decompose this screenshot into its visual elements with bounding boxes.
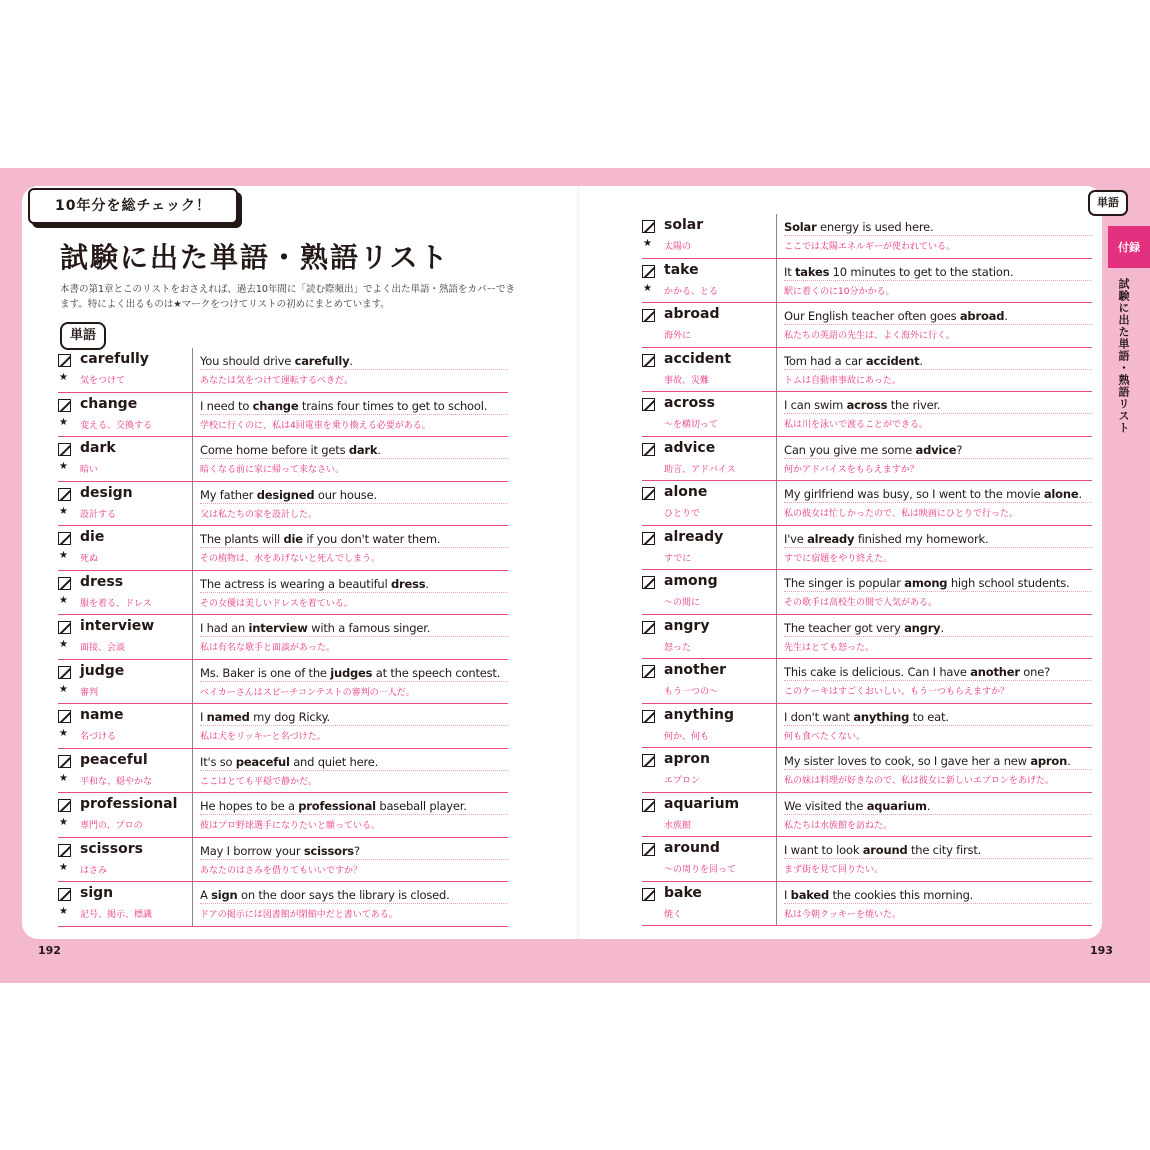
page-number-left: 192 bbox=[38, 944, 61, 957]
vocab-row bbox=[642, 570, 1092, 615]
star-icon: ★ bbox=[59, 550, 68, 561]
example-translation: 先生はとても怒った。 bbox=[784, 642, 875, 653]
example-translation: 暗くなる前に家に帰って来なさい。 bbox=[200, 465, 345, 475]
vocab-word: carefully bbox=[80, 351, 149, 367]
example-sentence: My sister loves to cook, so I gave her a new apron. bbox=[784, 754, 1071, 768]
word-meaning: はさみ bbox=[80, 865, 108, 876]
example-translation: 父は私たちの家を設計した。 bbox=[200, 509, 318, 520]
example-translation: このケーキはすごくおいしい。もう一つもらえますか？ bbox=[784, 687, 1010, 697]
star-icon: ★ bbox=[643, 238, 652, 249]
word-meaning: 暗い bbox=[80, 465, 99, 475]
column-divider bbox=[776, 392, 777, 436]
word-meaning: すでに bbox=[664, 553, 692, 564]
column-divider bbox=[776, 214, 777, 258]
word-meaning: 事故、災難 bbox=[664, 375, 710, 386]
vocab-word: apron bbox=[664, 751, 710, 767]
vocab-row bbox=[642, 348, 1092, 393]
side-tab: 付録 bbox=[1108, 226, 1150, 268]
checkbox-icon[interactable] bbox=[642, 754, 655, 767]
checkbox-icon[interactable] bbox=[642, 309, 655, 322]
example-translation: 何かアドバイスをもらえますか？ bbox=[784, 464, 919, 475]
column-divider bbox=[776, 615, 777, 659]
vocab-row bbox=[642, 303, 1092, 348]
star-icon: ★ bbox=[59, 728, 68, 739]
checkbox-icon[interactable] bbox=[58, 354, 71, 367]
vocab-row bbox=[642, 259, 1092, 304]
checkbox-icon[interactable] bbox=[642, 621, 655, 634]
vocab-word: aquarium bbox=[664, 795, 740, 812]
example-translation: 学校に行くのに、私は4回電車を乗り換える必要がある。 bbox=[200, 420, 431, 431]
vocab-word: change bbox=[80, 395, 138, 412]
checkbox-icon[interactable] bbox=[58, 488, 71, 501]
checkbox-icon[interactable] bbox=[58, 399, 71, 412]
example-translation: 私たちは水族館を訪ねた。 bbox=[784, 820, 893, 831]
vocab-word: angry bbox=[664, 617, 710, 634]
checkbox-icon[interactable] bbox=[642, 799, 655, 812]
vocab-row bbox=[58, 749, 508, 794]
dotted-divider bbox=[784, 502, 1092, 503]
column-divider bbox=[776, 303, 777, 347]
example-sentence: This cake is delicious. Can I have another one? bbox=[784, 665, 1050, 679]
corner-tag: 単語 bbox=[1088, 190, 1128, 216]
word-meaning: ～の周りを回って bbox=[664, 865, 737, 875]
vocab-row bbox=[58, 882, 508, 927]
dotted-divider bbox=[200, 636, 508, 637]
word-meaning: もう一つの～ bbox=[664, 687, 719, 697]
star-icon: ★ bbox=[59, 906, 68, 917]
vocab-word: name bbox=[80, 707, 124, 723]
vocab-word: another bbox=[664, 662, 727, 678]
example-sentence: I don't want anything to eat. bbox=[784, 709, 949, 724]
word-meaning: 何か、何も bbox=[664, 731, 710, 742]
vocab-row bbox=[58, 348, 508, 393]
vocab-word: accident bbox=[664, 350, 732, 367]
dotted-divider bbox=[200, 547, 508, 548]
vocab-row bbox=[642, 659, 1092, 704]
column-divider bbox=[192, 660, 193, 704]
column-divider bbox=[192, 526, 193, 570]
dotted-divider bbox=[200, 770, 508, 771]
dotted-divider bbox=[784, 814, 1092, 815]
vocab-word: take bbox=[664, 261, 699, 278]
vocab-word: judge bbox=[80, 662, 125, 679]
vocab-row bbox=[58, 526, 508, 571]
example-sentence: A sign on the door says the library is closed. bbox=[200, 888, 450, 902]
column-divider bbox=[776, 659, 777, 703]
word-meaning: 平和な、穏やかな bbox=[80, 776, 153, 787]
star-icon: ★ bbox=[59, 416, 68, 428]
column-divider bbox=[192, 838, 193, 882]
vocab-row bbox=[642, 214, 1092, 259]
example-sentence: The plants will die if you don't water them. bbox=[200, 532, 441, 546]
example-sentence: May I borrow your scissors? bbox=[200, 843, 360, 858]
example-translation: 私は今朝クッキーを焼いた。 bbox=[784, 909, 902, 920]
vocab-word: anything bbox=[664, 706, 734, 723]
vocab-word: design bbox=[80, 484, 133, 501]
example-sentence: My girlfriend was busy, so I went to the movie alone. bbox=[784, 487, 1082, 501]
example-translation: 彼はプロ野球選手になりたいと願っている。 bbox=[200, 821, 381, 831]
column-divider bbox=[776, 526, 777, 570]
dotted-divider bbox=[784, 547, 1092, 548]
dotted-divider bbox=[784, 858, 1092, 859]
word-meaning: 専門の、プロの bbox=[80, 821, 143, 831]
column-divider bbox=[776, 837, 777, 881]
intro-text: 本書の第1章とこのリストをおさえれば、過去10年間に「読む際頻出」でよく出た単語・熟語をカバーできます。特によく出るものは★マークをつけてリストの初めにまとめています。 bbox=[60, 284, 515, 310]
column-divider bbox=[192, 393, 193, 437]
checkbox-icon[interactable] bbox=[642, 354, 655, 367]
column-divider bbox=[776, 882, 777, 926]
example-sentence: He hopes to be a professional baseball player. bbox=[200, 799, 467, 813]
dotted-divider bbox=[784, 680, 1092, 681]
checkbox-icon[interactable] bbox=[642, 665, 655, 678]
checkbox-icon[interactable] bbox=[58, 577, 71, 590]
checkbox-icon[interactable] bbox=[642, 487, 655, 500]
word-meaning: 記号、掲示、標識 bbox=[80, 910, 153, 920]
word-list-left bbox=[58, 348, 508, 927]
dotted-divider bbox=[784, 413, 1092, 414]
column-divider bbox=[192, 482, 193, 526]
vocab-row bbox=[642, 882, 1092, 927]
example-translation: その植物は、水をあげないと死んでしまう。 bbox=[200, 554, 381, 564]
example-sentence: It's so peaceful and quiet here. bbox=[200, 754, 379, 769]
word-meaning: 面接、会談 bbox=[80, 643, 126, 653]
checkbox-icon[interactable] bbox=[58, 710, 71, 723]
example-sentence: My father designed our house. bbox=[200, 487, 377, 502]
word-meaning: かかる、とる bbox=[664, 286, 719, 297]
page-number-right: 193 bbox=[1090, 944, 1113, 957]
checkbox-icon[interactable] bbox=[58, 532, 71, 545]
word-meaning: 気をつけて bbox=[80, 376, 126, 386]
example-translation: その女優は美しいドレスを着ている。 bbox=[200, 598, 353, 609]
vocab-word: bake bbox=[664, 884, 702, 901]
vocab-word: scissors bbox=[80, 840, 143, 857]
dotted-divider bbox=[784, 235, 1092, 236]
column-divider bbox=[776, 704, 777, 748]
dotted-divider bbox=[784, 458, 1092, 459]
example-sentence: It takes 10 minutes to get to the station. bbox=[784, 264, 1014, 279]
column-divider bbox=[776, 570, 777, 614]
example-sentence: I need to change trains four times to get to school. bbox=[200, 398, 488, 413]
page-title: 試験に出た単語・熟語リスト bbox=[60, 241, 450, 274]
vocab-row bbox=[58, 704, 508, 749]
star-icon: ★ bbox=[59, 772, 68, 784]
star-icon: ★ bbox=[59, 683, 68, 695]
star-icon: ★ bbox=[59, 861, 68, 873]
example-sentence: I had an interview with a famous singer. bbox=[200, 621, 431, 635]
example-sentence: I want to look around the city first. bbox=[784, 843, 982, 857]
star-icon: ★ bbox=[59, 372, 68, 383]
checkbox-icon[interactable] bbox=[642, 843, 655, 856]
word-meaning: 海外に bbox=[664, 331, 692, 341]
vocab-row bbox=[58, 615, 508, 660]
column-divider bbox=[192, 571, 193, 615]
star-icon: ★ bbox=[59, 594, 68, 606]
vocab-row bbox=[642, 837, 1092, 882]
word-meaning: ～を横切って bbox=[664, 420, 719, 430]
star-icon: ★ bbox=[59, 639, 68, 650]
column-divider bbox=[776, 481, 777, 525]
vocab-row bbox=[642, 392, 1092, 437]
vocab-word: across bbox=[664, 395, 715, 411]
checkbox-icon[interactable] bbox=[58, 443, 71, 456]
section-label: 単語 bbox=[60, 322, 106, 350]
word-meaning: 怒った bbox=[664, 642, 692, 653]
vocab-row bbox=[58, 571, 508, 616]
example-sentence: Can you give me some advice? bbox=[784, 442, 963, 457]
vocab-row bbox=[58, 660, 508, 705]
dotted-divider bbox=[784, 903, 1092, 904]
example-sentence: You should drive carefully. bbox=[200, 354, 353, 368]
dotted-divider bbox=[200, 503, 508, 504]
example-sentence: We visited the aquarium. bbox=[784, 798, 931, 813]
column-divider bbox=[192, 749, 193, 793]
example-translation: ここでは太陽エネルギーが使われている。 bbox=[784, 242, 956, 252]
column-divider bbox=[776, 348, 777, 392]
example-translation: あなたは気をつけて運転するべきだ。 bbox=[200, 376, 354, 386]
vocab-word: alone bbox=[664, 484, 708, 500]
word-meaning: 設計する bbox=[80, 509, 117, 520]
vocab-row bbox=[58, 393, 508, 438]
dotted-divider bbox=[784, 769, 1092, 770]
vocab-row bbox=[642, 526, 1092, 571]
example-translation: 私は犬をリッキーと名づけた。 bbox=[200, 732, 326, 742]
word-meaning: 水族館 bbox=[664, 820, 692, 831]
vocab-row bbox=[642, 748, 1092, 793]
vocab-row bbox=[642, 793, 1092, 838]
vocab-word: already bbox=[664, 528, 724, 545]
word-meaning: 名づける bbox=[80, 732, 117, 742]
example-sentence: The singer is popular among high school students. bbox=[784, 576, 1070, 590]
word-meaning: 死ぬ bbox=[80, 554, 99, 564]
dotted-divider bbox=[784, 725, 1092, 726]
star-icon: ★ bbox=[59, 817, 68, 828]
column-divider bbox=[192, 437, 193, 481]
dotted-divider bbox=[784, 369, 1092, 370]
vocab-word: sign bbox=[80, 885, 114, 901]
word-meaning: ～の間に bbox=[664, 598, 701, 608]
example-translation: 私たちの英語の先生は、よく海外に行く。 bbox=[784, 331, 955, 341]
column-divider bbox=[192, 793, 193, 837]
star-icon: ★ bbox=[59, 505, 68, 517]
column-divider bbox=[192, 615, 193, 659]
checkbox-icon[interactable] bbox=[642, 888, 655, 901]
word-meaning: 審判 bbox=[80, 687, 99, 698]
example-sentence: Tom had a car accident. bbox=[784, 353, 923, 368]
dotted-divider bbox=[200, 859, 508, 860]
example-translation: 私の彼女は忙しかったので、私は映画にひとりで行った。 bbox=[784, 509, 1018, 519]
header-badge: 10年分を総チェック！ bbox=[28, 188, 238, 224]
vocab-word: among bbox=[664, 573, 718, 589]
book-gutter bbox=[576, 186, 580, 939]
dotted-divider bbox=[200, 814, 508, 815]
column-divider bbox=[776, 437, 777, 481]
vocab-word: professional bbox=[80, 796, 178, 812]
checkbox-icon[interactable] bbox=[642, 220, 655, 233]
example-sentence: I can swim across the river. bbox=[784, 398, 941, 412]
example-sentence: I baked the cookies this morning. bbox=[784, 887, 974, 902]
vocab-word: interview bbox=[80, 618, 155, 634]
example-sentence: Solar energy is used here. bbox=[784, 220, 934, 234]
checkbox-icon[interactable] bbox=[58, 844, 71, 857]
dotted-divider bbox=[200, 592, 508, 593]
checkbox-icon[interactable] bbox=[58, 888, 71, 901]
example-sentence: The actress is wearing a beautiful dress. bbox=[200, 576, 429, 591]
example-sentence: I've already finished my homework. bbox=[784, 531, 989, 546]
vocab-row bbox=[642, 615, 1092, 660]
example-sentence: I named my dog Ricky. bbox=[200, 710, 331, 724]
dotted-divider bbox=[200, 725, 508, 726]
word-meaning: 助言、アドバイス bbox=[664, 464, 736, 475]
vocab-row bbox=[642, 704, 1092, 749]
word-meaning: ひとりで bbox=[664, 509, 701, 519]
vocab-word: solar bbox=[664, 217, 704, 233]
example-translation: トムは自動車事故にあった。 bbox=[784, 375, 901, 386]
example-translation: まず街を見て回りたい。 bbox=[784, 865, 884, 875]
column-divider bbox=[776, 748, 777, 792]
checkbox-icon[interactable] bbox=[642, 710, 655, 723]
word-meaning: 焼く bbox=[664, 909, 683, 920]
column-divider bbox=[776, 259, 777, 303]
column-divider bbox=[776, 793, 777, 837]
example-translation: 私の妹は料理が好きなので、私は彼女に新しいエプロンをあげた。 bbox=[784, 776, 1054, 786]
example-sentence: The teacher got very angry. bbox=[784, 620, 944, 635]
checkbox-icon[interactable] bbox=[58, 755, 71, 768]
star-icon: ★ bbox=[59, 461, 68, 472]
vocab-word: peaceful bbox=[80, 751, 148, 768]
dotted-divider bbox=[200, 681, 508, 682]
word-meaning: 太陽の bbox=[664, 242, 692, 252]
example-sentence: Come home before it gets dark. bbox=[200, 443, 381, 457]
example-translation: ここはとても平穏で静かだ。 bbox=[200, 776, 318, 787]
checkbox-icon[interactable] bbox=[642, 398, 655, 411]
example-translation: あなたのはさみを借りてもいいですか？ bbox=[200, 865, 363, 876]
example-translation: 駅に着くのに10分かかる。 bbox=[784, 286, 895, 297]
dotted-divider bbox=[200, 414, 508, 415]
dotted-divider bbox=[784, 324, 1092, 325]
example-translation: 私は川を泳いで渡ることができる。 bbox=[784, 420, 929, 430]
vocab-word: dark bbox=[80, 440, 116, 456]
vocab-row bbox=[58, 838, 508, 883]
checkbox-icon[interactable] bbox=[642, 265, 655, 278]
column-divider bbox=[192, 882, 193, 926]
dotted-divider bbox=[784, 636, 1092, 637]
example-translation: ベイカーさんはスピーチコンテストの審判の一人だ。 bbox=[200, 687, 415, 698]
checkbox-icon[interactable] bbox=[58, 799, 71, 812]
vocab-word: abroad bbox=[664, 306, 720, 322]
dotted-divider bbox=[784, 280, 1092, 281]
vocab-word: dress bbox=[80, 573, 124, 590]
dotted-divider bbox=[784, 591, 1092, 592]
word-list-right bbox=[642, 214, 1092, 926]
example-sentence: Our English teacher often goes abroad. bbox=[784, 309, 1008, 323]
vocab-word: advice bbox=[664, 439, 716, 456]
example-translation: 何も食べたくない。 bbox=[784, 731, 866, 742]
vocab-word: die bbox=[80, 529, 105, 545]
example-translation: その歌手は高校生の間で人気がある。 bbox=[784, 598, 938, 608]
word-meaning: 服を着る、ドレス bbox=[80, 598, 152, 609]
column-divider bbox=[192, 348, 193, 392]
dotted-divider bbox=[200, 903, 508, 904]
vocab-row bbox=[58, 437, 508, 482]
word-meaning: 変える、交換する bbox=[80, 420, 153, 431]
example-translation: ドアの掲示には図書館が閉館中だと書いてある。 bbox=[200, 910, 398, 920]
checkbox-icon[interactable] bbox=[642, 443, 655, 456]
checkbox-icon[interactable] bbox=[642, 532, 655, 545]
word-meaning: エプロン bbox=[664, 776, 701, 786]
vocab-row bbox=[642, 481, 1092, 526]
example-translation: 私は有名な歌手と面談があった。 bbox=[200, 643, 335, 653]
vocab-row bbox=[642, 437, 1092, 482]
checkbox-icon[interactable] bbox=[58, 621, 71, 634]
column-divider bbox=[192, 704, 193, 748]
star-icon: ★ bbox=[643, 282, 652, 294]
vocab-word: around bbox=[664, 840, 720, 856]
vocab-row bbox=[58, 793, 508, 838]
dotted-divider bbox=[200, 369, 508, 370]
vocab-row bbox=[58, 482, 508, 527]
checkbox-icon[interactable] bbox=[58, 666, 71, 679]
dotted-divider bbox=[200, 458, 508, 459]
example-sentence: Ms. Baker is one of the judges at the speech contest. bbox=[200, 665, 501, 680]
checkbox-icon[interactable] bbox=[642, 576, 655, 589]
example-translation: すでに宿題をやり終えた。 bbox=[784, 553, 893, 564]
side-title: 試験に出た単語・熟語リスト bbox=[1117, 278, 1130, 434]
